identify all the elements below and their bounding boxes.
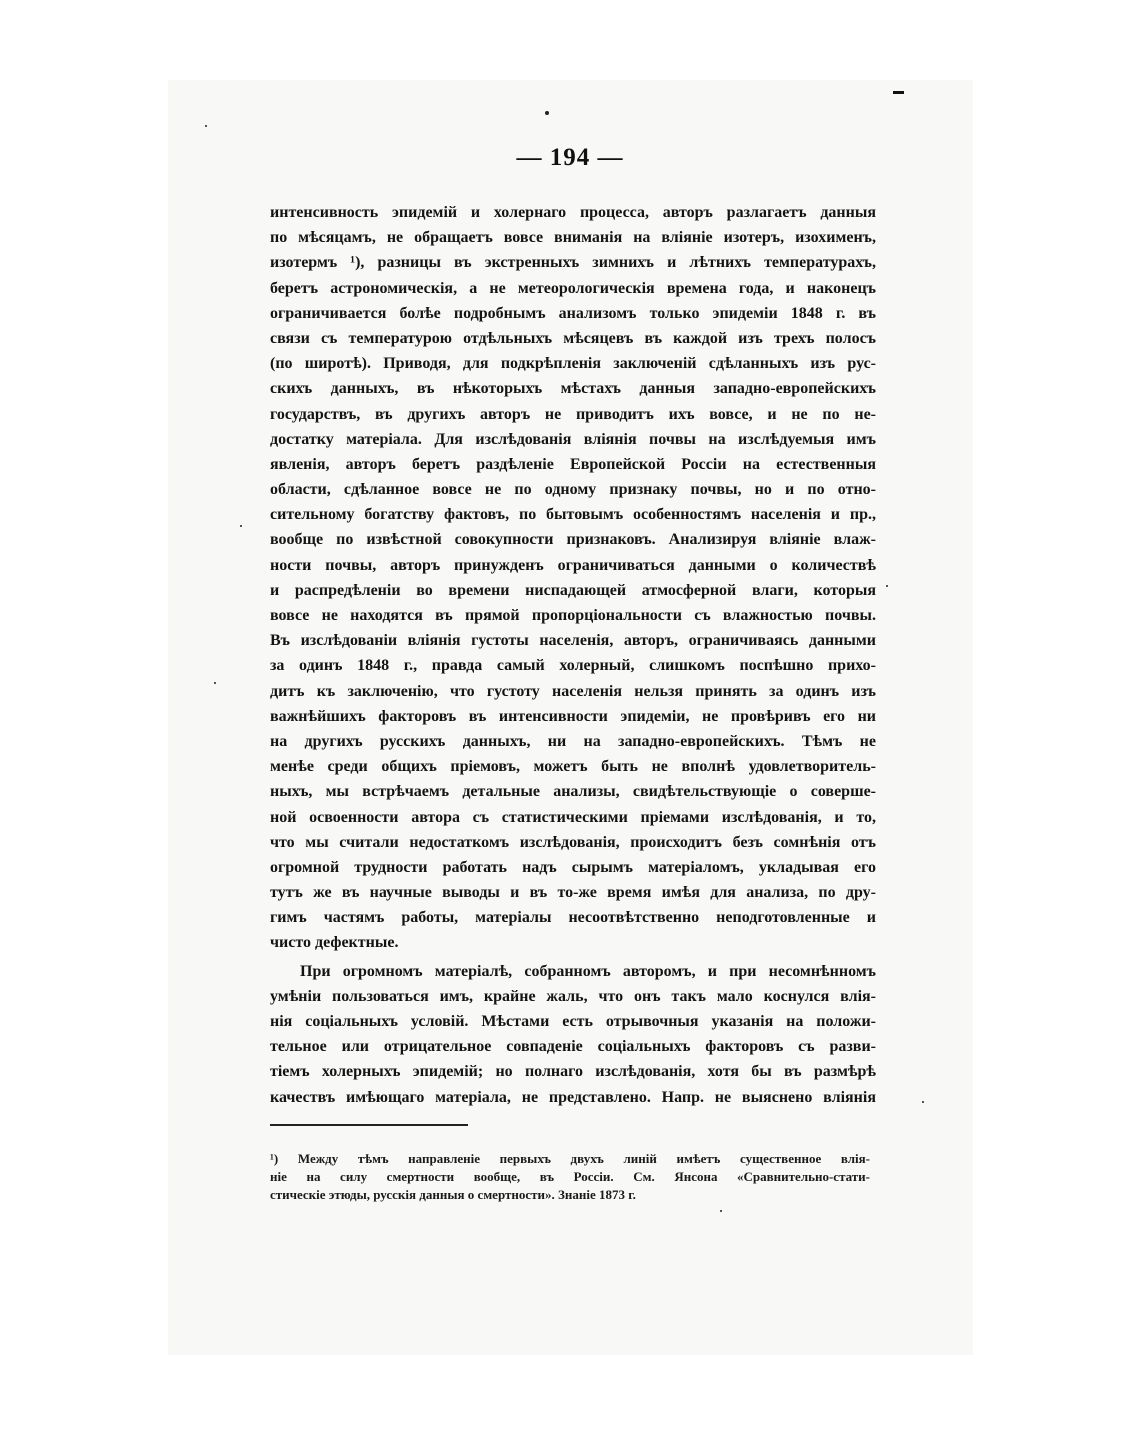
text-line: важнѣйшихъ факторовъ въ интенсивности эпидеміи, не провѣривъ его ни	[270, 707, 876, 725]
text-line: и распредѣленіи во времени ниспадающей атмосферной влаги, которыя	[270, 581, 876, 599]
text-line: ограничивается болѣе подробнымъ анализомъ только эпидеміи 1848 г. въ	[270, 304, 876, 322]
text-line: ной освоенности автора съ статистическими пріемами изслѣдованія, и то,	[270, 808, 876, 826]
text-line: связи съ температурою отдѣльныхъ мѣсяцевъ въ каждой изъ трехъ полосъ	[270, 329, 876, 347]
text-line: достатку матеріала. Для изслѣдованія вліянія почвы на изслѣдуемыя имъ	[270, 430, 876, 448]
text-line: ныхъ, мы встрѣчаемъ детальные анализы, свидѣтельствующіе о соверше-	[270, 783, 876, 801]
text-line: (по широтѣ). Приводя, для подкрѣпленія заключеній сдѣланныхъ изъ рус-	[270, 355, 876, 373]
text-line: умѣніи пользоваться имъ, крайне жаль, что онъ такъ мало коснулся влія-	[270, 987, 876, 1005]
margin-mark	[893, 91, 904, 94]
ink-speck	[240, 525, 242, 527]
text-line: изотермъ ¹), разницы въ экстренныхъ зимнихъ и лѣтнихъ температурахъ,	[270, 254, 876, 272]
text-line: области, сдѣланное вовсе не по одному признаку почвы, но и по отно-	[270, 481, 876, 499]
text-line: вообще по извѣстной совокупности признаковъ. Анализируя вліяніе влаж-	[270, 531, 876, 549]
text-line: чисто дефектные.	[270, 934, 399, 952]
text-line: тутъ же въ научные выводы и въ то-же время имѣя для анализа, по дру-	[270, 884, 876, 902]
ink-speck	[922, 1101, 924, 1103]
text-line: беретъ астрономическія, а не метеорологическія времена года, и наконецъ	[270, 279, 876, 297]
text-line: что мы считали недостаткомъ изслѣдованія, происходитъ безъ сомнѣнія отъ	[270, 833, 876, 851]
text-line: вовсе не находятся въ прямой пропорціональности съ влажностью почвы.	[270, 607, 876, 624]
ink-speck	[214, 682, 216, 684]
ink-speck	[720, 1210, 722, 1212]
text-line: качествъ имѣющаго матеріала, не представлено. Напр. не выяснено вліянія	[270, 1088, 876, 1106]
ink-speck	[205, 125, 207, 127]
text-line: интенсивность эпидемій и холернаго процесса, авторъ разлагаетъ данныя	[270, 204, 876, 221]
text-line: ности почвы, авторъ принужденъ ограничиваться данными о количествѣ	[270, 556, 876, 574]
text-line: Въ изслѣдованіи вліянія густоты населенія, авторъ, ограничиваясь данными	[270, 632, 876, 650]
text-line: государствъ, въ другихъ авторъ не приводитъ ихъ вовсе, и не по не-	[270, 405, 876, 423]
text-line: нія соціальныхъ условій. Мѣстами есть отрывочныя указанія на положи-	[270, 1013, 876, 1030]
footnote-line: стическіе этюды, русскія данныя о смертности». Знаніе 1873 г.	[270, 1187, 636, 1202]
footnote-rule	[270, 1124, 468, 1126]
text-line: явленія, авторъ беретъ раздѣленіе Европейской Россіи на естественныя	[270, 455, 876, 473]
footnote	[270, 1150, 870, 1204]
text-line: на другихъ русскихъ данныхъ, ни на западно-европейскихъ. Тѣмъ не	[270, 732, 876, 750]
text-line: дитъ къ заключенію, что густоту населенія нельзя принять за одинъ изъ	[270, 682, 876, 700]
text-line: тельное или отрицательное совпаденіе соціальныхъ факторовъ съ разви-	[270, 1038, 876, 1056]
text-line: тіемъ холерныхъ эпидемій; но полнаго изслѣдованія, хотя бы въ размѣрѣ	[270, 1063, 876, 1081]
text-line: огромной трудности работать надъ сырымъ матеріаломъ, укладывая его	[270, 858, 876, 876]
text-line: гимъ частямъ работы, матеріалы несоотвѣтственно неподготовленные и	[270, 909, 876, 927]
text-line: менѣе среди общихъ пріемовъ, можетъ быть не вполнѣ удовлетворитель-	[270, 758, 876, 776]
text-line: по мѣсяцамъ, не обращаетъ вовсе вниманія на вліяніе изотеръ, изохименъ,	[270, 229, 876, 247]
footnote-line: ніе на силу смертности вообще, въ Россіи. См. Янсона «Сравнительно-стати-	[270, 1169, 870, 1184]
page-number: — 194 —	[516, 144, 624, 171]
ink-speck	[886, 585, 888, 587]
text-line: скихъ данныхъ, въ нѣкоторыхъ мѣстахъ данныя западно-европейскихъ	[270, 380, 876, 398]
paragraph-1	[270, 200, 876, 956]
footnote-line: ¹) Между тѣмъ направленіе первыхъ двухъ линій имѣетъ существенное влія-	[270, 1151, 870, 1166]
main-text	[270, 200, 876, 1110]
ink-speck	[545, 111, 549, 115]
paragraph-2	[270, 959, 876, 1110]
text-line: При огромномъ матеріалѣ, собранномъ авторомъ, и при несомнѣнномъ	[300, 962, 876, 980]
text-line: сительному богатству фактовъ, по бытовымъ особенностямъ населенія и пр.,	[270, 506, 876, 524]
text-line: за одинъ 1848 г., правда самый холерный, слишкомъ поспѣшно прихо-	[270, 657, 876, 675]
